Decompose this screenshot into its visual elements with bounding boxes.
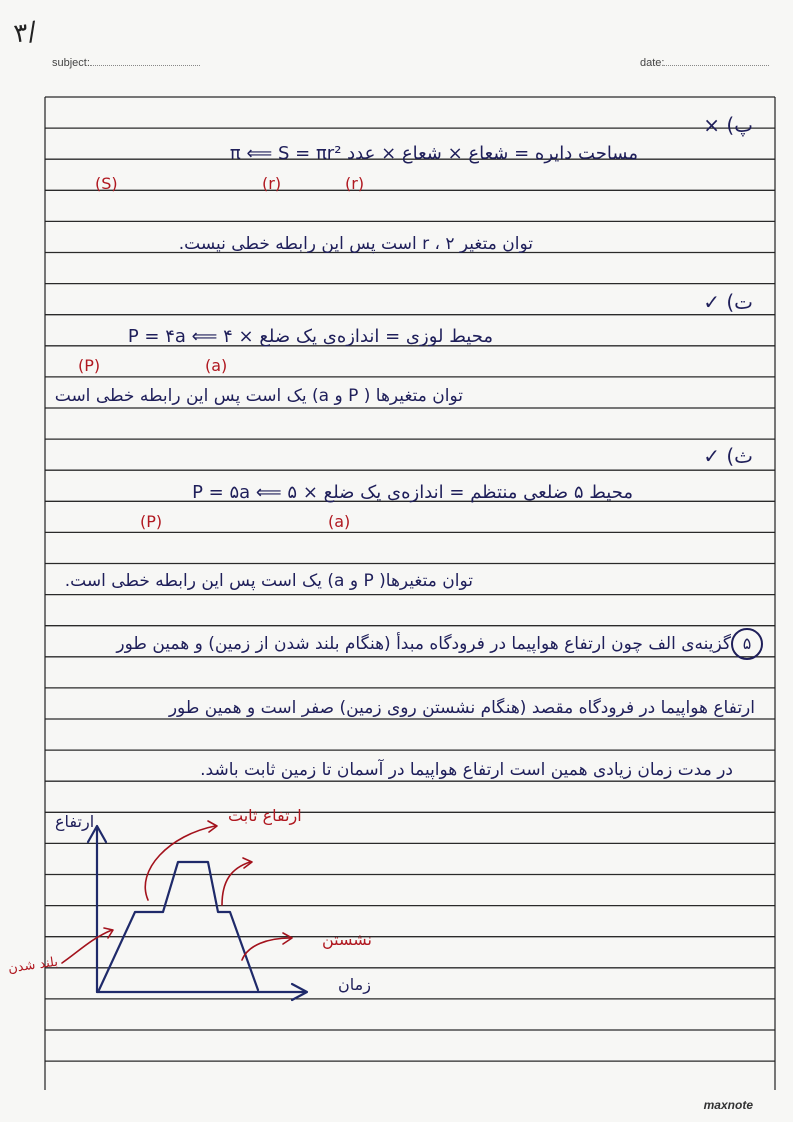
part-pe-conclusion: توان متغیر r ، ۲ است پس این رابطه خطی نیست. (178, 234, 533, 254)
part-te-label-a: (a) (205, 356, 228, 375)
part-te-equation: محیط لوزی = اندازه‌ی یک ضلع × ۴ ⟸ P = ۴a (127, 326, 493, 347)
q5-line-1: گزینه‌ی الف چون ارتفاع هواپیما در فرودگاه مبدأ (هنگام بلند شدن از زمین) و همین طور (116, 634, 731, 654)
part-se-equation: محیط ۵ ضلعی منتظم = اندازه‌ی یک ضلع × ۵ ⟸ P = ۵a (192, 482, 633, 503)
part-pe-equation: مساحت دایره = شعاع × شعاع × عدد π ⟸ S = πr² (229, 143, 638, 164)
part-pe-label-S: (S) (95, 174, 118, 193)
part-te-label-P: (P) (78, 356, 101, 375)
arrow-landing (242, 938, 290, 960)
part-te-mark: ✓ (703, 290, 720, 314)
part-se-label-P: (P) (140, 512, 163, 531)
part-te-label: ت) (726, 290, 753, 314)
brand-logo: maxnote (703, 1098, 753, 1112)
part-pe-label-r2: (r) (345, 174, 365, 193)
part-pe-heading (703, 113, 753, 137)
annotation-constant: ارتفاع ثابت (228, 806, 302, 825)
flight-curve (99, 862, 258, 990)
annotation-landing: نشستن (322, 930, 373, 949)
part-se-conclusion: توان متغیرها( P و a) یک است پس این رابطه خطی است. (64, 571, 473, 591)
graph-x-label: زمان (338, 975, 371, 994)
part-pe-label-r1: (r) (262, 174, 282, 193)
part-se-mark: ✓ (703, 444, 720, 468)
arrow-constant-right (222, 862, 250, 905)
part-se-label-a: (a) (328, 512, 351, 531)
part-se-label: ث) (726, 444, 753, 468)
subject-label: subject: (52, 57, 90, 69)
graph-y-label: ارتفاع (55, 812, 95, 831)
q5-line-3: در مدت زمان زیادی همین است ارتفاع هواپیما در آسمان تا زمین ثابت باشد. (200, 760, 733, 780)
q5-number: ۵ (731, 628, 763, 660)
part-te-heading (703, 290, 753, 314)
part-pe-mark: × (703, 113, 720, 137)
height-time-graph (62, 821, 307, 1000)
part-te-conclusion: توان متغیرها ( P و a) یک است پس این رابطه خطی است (54, 386, 463, 406)
arrow-takeoff (62, 930, 112, 963)
part-pe-label: پ) (726, 113, 753, 137)
q5-line-2: ارتفاع هواپیما در فرودگاه مقصد (هنگام نشستن روی زمین) صفر است و همین طور (168, 698, 755, 718)
part-se-heading (703, 444, 753, 468)
page-number: ۳/ (12, 16, 39, 50)
annotation-takeoff: بلند شدن (7, 954, 59, 977)
date-label: date: (640, 57, 665, 69)
